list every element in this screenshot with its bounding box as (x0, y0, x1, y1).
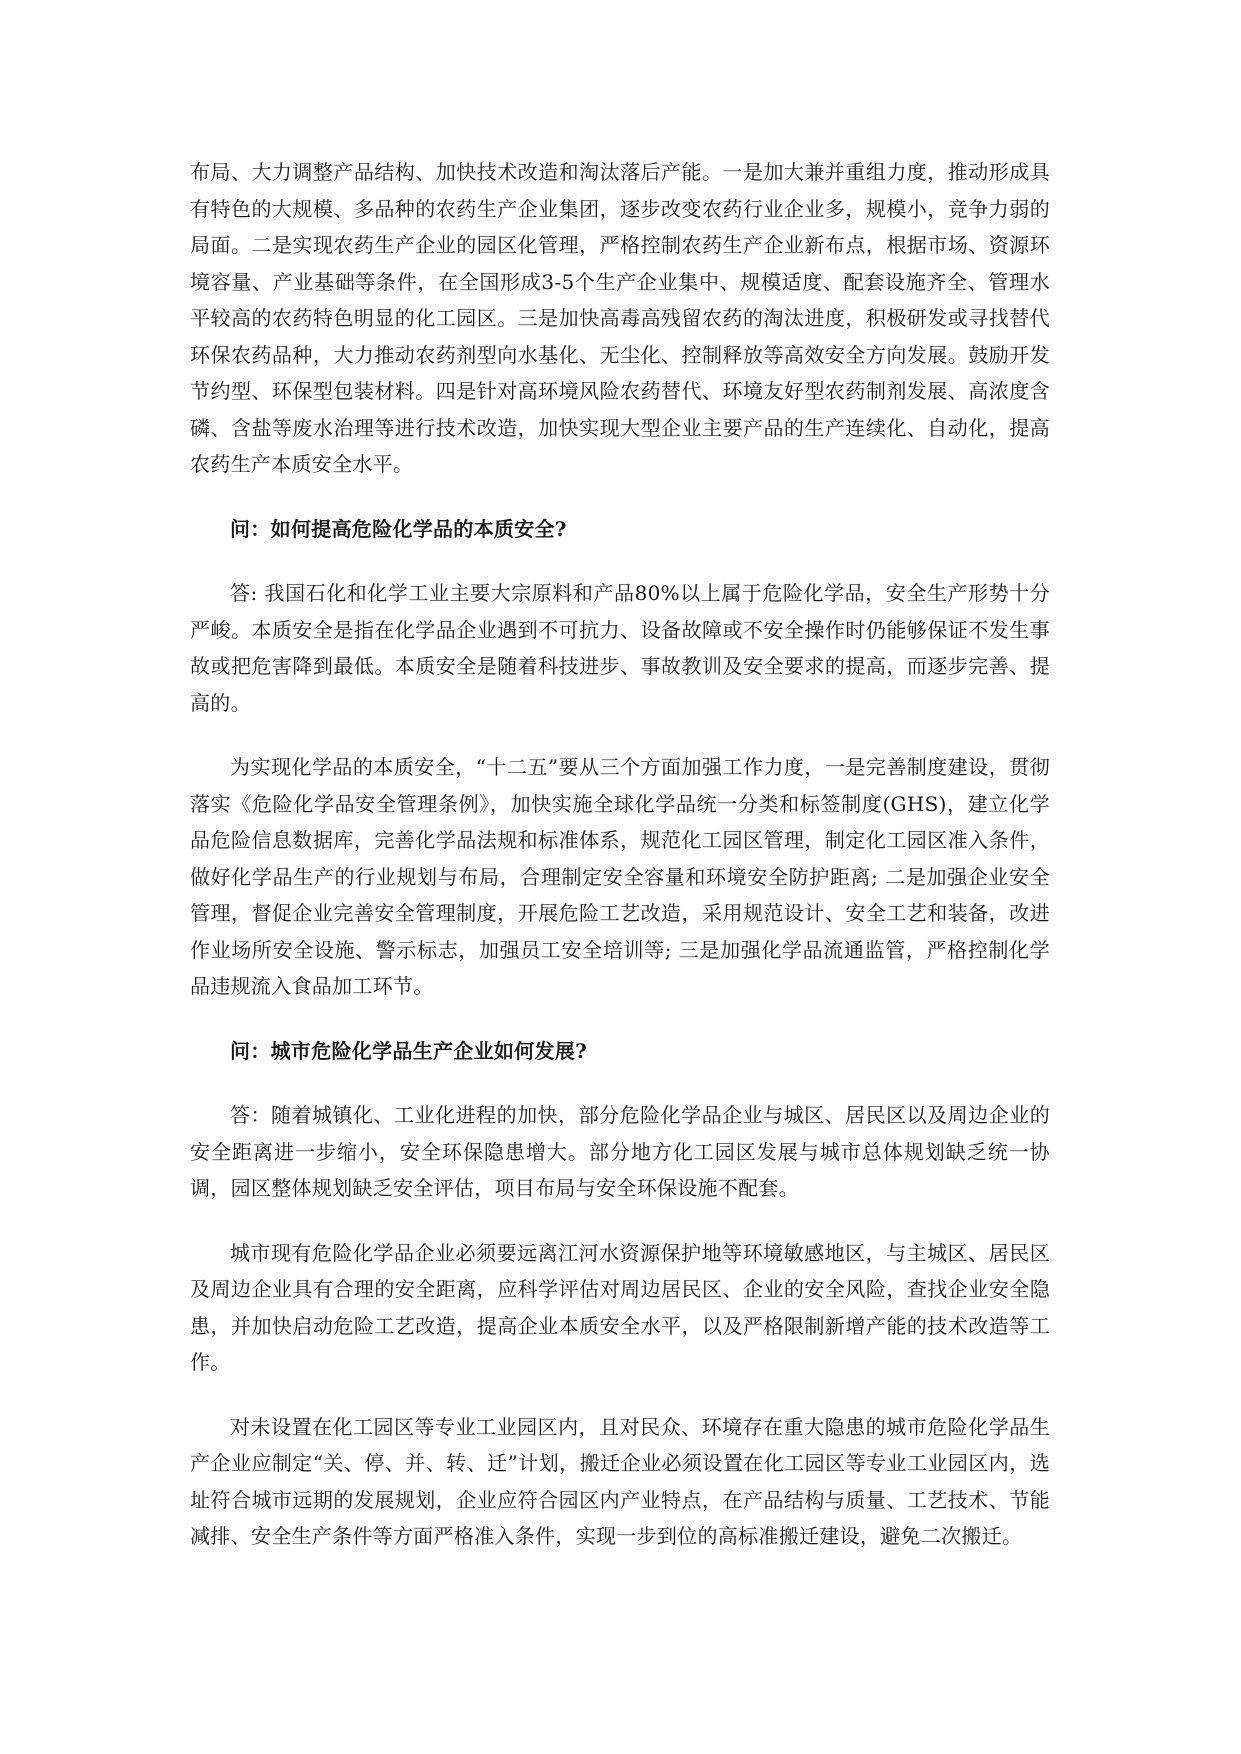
paragraph-gap (190, 1381, 1050, 1409)
question-intrinsic-safety: 问：如何提高危险化学品的本质安全? (230, 516, 567, 541)
paragraph-three-aspects: 为实现化学品的本质安全，“十二五”要从三个方面加强工作力度，一是完善制度建设，贯彻落实《危险化学品安全管理条例》，加快实施全球化学品统一分类和标签制度(GHS)，建立化学品危险信息数据库，完善化学品法规和标准体系，规范化工园区管理，制定化工园区准入条件，做好化学品生产的行业规划与布局，合理制定安全容量和环境安全防护距离; 二是加强企业安全管理，督促企业完善安全管理制度，开展危险工艺改造，采用规范设计、安全工艺和装备，改进作业场所安全设施、警示标志，加强员工安全培训等; 三是加强化学品流通监管，严格控制化学品违规流入食品加工环节。 (190, 755, 1050, 998)
paragraph-relocation: 对未设置在化工园区等专业工业园区内，且对民众、环境存在重大隐患的城市危险化学品生产企业应制定“关、停、并、转、迁”计划，搬迁企业必须设置在化工园区等专业工业园区内，选址符合城市远期的发展规划，企业应符合园区内产业特点，在产品结构与质量、工艺技术、节能减排、安全生产条件等方面严格准入条件，实现一步到位的高标准搬迁建设，避免二次搬迁。 (190, 1414, 1050, 1548)
paragraph-gap (190, 1005, 1050, 1033)
document-page (190, 154, 1050, 1555)
answer-intrinsic-safety: 答: 我国石化和化学工业主要大宗原料和产品80%以上属于危险化学品，安全生产形势十分严峻。本质安全是指在化学品企业遇到不可抗力、设备故障或不安全操作时仍能够保证不发生事故或把危害降到最低。本质安全是随着科技进步、事故教训及安全要求的提高，而逐步完善、提高的。 (190, 581, 1050, 715)
paragraph-gap (190, 1069, 1050, 1097)
paragraph-agro-restructuring: 布局、大力调整产品结构、加快技术改造和淘汰落后产能。一是加大兼并重组力度，推动形成具有特色的大规模、多品种的农药生产企业集团，逐步改变农药行业企业多，规模小，竞争力弱的局面。二是实现农药生产企业的园区化管理，严格控制农药生产企业新布点，根据市场、资源环境容量、产业基础等条件，在全国形成3-5个生产企业集中、规模适度、配套设施齐全、管理水平较高的农药特色明显的化工园区。三是加快高毒高残留农药的淘汰进度，积极研发或寻找替代环保农药品种，大力推动农药剂型向水基化、无尘化、控制释放等高效安全方向发展。鼓励开发节约型、环保型包装材料。四是针对高环境风险农药替代、环境友好型农药制剂发展、高浓度含磷、含盐等废水治理等进行技术改造，加快实现大型企业主要产品的生产连续化、自动化，提高农药生产本质安全水平。 (190, 160, 1050, 476)
paragraph-existing-enterprises: 城市现有危险化学品企业必须要远离江河水资源保护地等环境敏感地区，与主城区、居民区及周边企业具有合理的安全距离，应科学评估对周边居民区、企业的安全风险，查找企业安全隐患，并加快启动危险工艺改造，提高企业本质安全水平，以及严格限制新增产能的技术改造等工作。 (190, 1240, 1050, 1374)
paragraph-gap (190, 1207, 1050, 1235)
question-urban-enterprises: 问：城市危险化学品生产企业如何发展? (230, 1038, 588, 1063)
paragraph-gap (190, 547, 1050, 575)
paragraph-gap (190, 721, 1050, 749)
answer-urban-enterprises: 答：随着城镇化、工业化进程的加快，部分危险化学品企业与城区、居民区以及周边企业的安全距离进一步缩小，安全环保隐患增大。部分地方化工园区发展与城市总体规划缺乏统一协调，园区整体规划缺乏安全评估，项目布局与安全环保设施不配套。 (190, 1103, 1050, 1200)
paragraph-gap (190, 483, 1050, 511)
